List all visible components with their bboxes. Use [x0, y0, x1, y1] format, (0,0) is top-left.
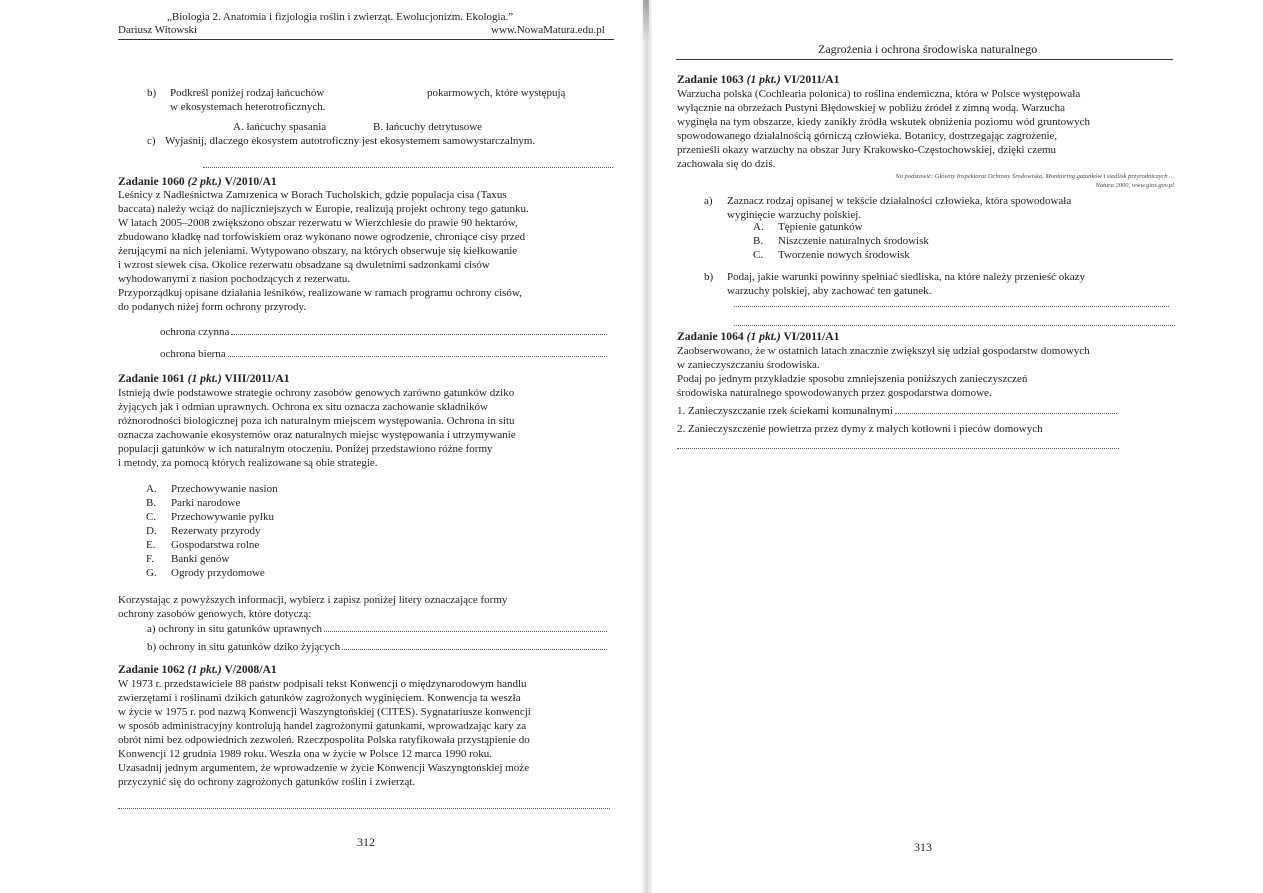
left-header-author: Dariusz Witowski — [118, 24, 198, 36]
instruction-line: Korzystając z powyższych informacji, wybierz i zapisz poniżej litery oznaczające formy — [118, 594, 508, 606]
answer-ochrona-bierna[interactable] — [160, 348, 607, 360]
answer-in-situ-uprawne[interactable] — [147, 623, 607, 635]
body-line: wyhodowanymi z nasion pochodzących z rezerwatu. — [118, 273, 351, 285]
task-title: Zadanie 1063 — [677, 73, 744, 86]
body-line: i wzrost siewek cisa. Okolice rezerwatu obsadzane są dwuletnimi sadzonkami cisów — [118, 259, 490, 271]
list-item: D. Rezerwaty przyrody — [146, 525, 261, 537]
list-item: A. Przechowywanie nasion — [146, 483, 278, 495]
item-a-label: a) — [704, 195, 713, 207]
answer-in-situ-dzikie[interactable] — [147, 641, 607, 653]
item-b-label: b) — [147, 87, 157, 99]
task-title: Zadanie 1062 — [118, 663, 185, 676]
item-c-label: c) — [147, 135, 156, 147]
body-line: populacji gatunków w ich naturalnym otoczeniu. Poniżej przedstawiono różne formy — [118, 443, 493, 455]
left-header-title: „Biologia 2. Anatomia i fizjologia roślin i zwierząt. Ewolucjonizm. Ekologia.” — [167, 11, 514, 23]
task-1064-heading — [677, 330, 839, 343]
list-item[interactable]: C. Tworzenie nowych środowisk — [753, 249, 910, 261]
answer-line[interactable] — [203, 167, 613, 168]
option-a: A. łańcuchy spasania — [233, 121, 327, 133]
list-item: G. Ogrody przydomowe — [146, 567, 265, 579]
task-1061-body — [118, 386, 614, 470]
instruction-line: ochrony zasobów genowych, które dotyczą: — [118, 608, 312, 620]
task-points: (1 pkt.) — [746, 330, 781, 343]
task-points: (1 pkt.) — [187, 372, 222, 385]
task-1060-heading — [118, 175, 277, 188]
answer-line[interactable] — [734, 325, 1175, 326]
body-line: żerującymi na nich jeleniami. Wytypowano obszary, na których obserwuje się kiełkowanie — [118, 245, 518, 257]
answer-zanieczyszczenie-powietrza: 2. Zanieczyszczenie powietrza przez dymy z małych kotłowni i pieców domowych — [677, 423, 1043, 435]
list-item[interactable]: A. Tępienie gatunków — [753, 221, 863, 233]
task-code: V/2010/A1 — [224, 175, 277, 188]
task-code: VI/2011/A1 — [783, 330, 840, 343]
left-header-url: www.NowaMatura.edu.pl — [491, 24, 605, 36]
body-line: różnorodności biologicznej poza ich naturalnym miejscem występowania. Ochrona in situ — [118, 415, 515, 427]
body-line: Przyporządkuj opisane działania leśników, realizowane w ramach programu ochrony cisów, — [118, 287, 522, 299]
task-1063-heading — [677, 73, 839, 86]
item-b-label: b) — [704, 271, 714, 283]
body-line: i metody, za pomocą których realizowane są obie strategie. — [118, 457, 378, 469]
answer-label: a) ochrony in situ gatunków uprawnych — [147, 623, 323, 635]
left-header-rule — [118, 39, 614, 40]
answer-zanieczyszczanie-rzek[interactable] — [677, 405, 1117, 417]
body-line: środowiska naturalnego spowodowanych przez gospodarstwa domowe. — [677, 387, 992, 399]
task-code: VI/2011/A1 — [783, 73, 840, 86]
body-line: w zanieczyszczaniu środowiska. — [677, 359, 820, 371]
body-line: oznacza zachowanie ekosystemów oraz naturalnych miejsc występowania i utrzymywanie — [118, 429, 516, 441]
right-header-rule — [676, 59, 1173, 60]
answer-line[interactable] — [677, 448, 1119, 449]
body-line: baccata) należy wciąż do najliczniejszych w Europie, realizują projekt ochrony tego gatunku. — [118, 203, 529, 215]
source-note: Natura 2000, www.gios.gov.pl — [1095, 182, 1174, 189]
gutter-shadow — [643, 0, 649, 40]
task-code: VIII/2011/A1 — [224, 372, 290, 385]
list-item: F. Banki genów — [146, 553, 230, 565]
task-points: (1 pkt.) — [746, 73, 781, 86]
task-title: Zadanie 1061 — [118, 372, 185, 385]
item-b-line1: Podaj, jakie warunki powinny spełniać siedliska, na które należy przenieść okazy — [727, 271, 1085, 283]
body-line: w sposób administracyjny kontrolują handel zagrożonymi gatunkami, wprowadzając kary za — [118, 720, 527, 732]
body-line: w życie w 1975 r. pod nazwą Konwencji Waszyngtońskiej (CITES). Sygnatariusze konwencji — [118, 706, 531, 718]
answer-label: ochrona bierna — [160, 348, 226, 360]
option-b: B. łańcuchy detrytusowe — [373, 121, 483, 133]
body-line: żyjących jak i odmian uprawnych. Ochrona ex situ oznacza zachowanie składników — [118, 401, 488, 413]
body-line: Podaj po jednym przykładzie sposobu zmniejszenia poniższych zanieczyszczeń — [677, 373, 1028, 385]
body-line: wyginęła na tym obszarze, kiedy zanikły źródła wskutek obniżenia poziomu wód gruntowych — [677, 116, 1090, 128]
body-line: wyłącznie na obrzeżach Pustyni Błędowskiej w pobliżu źródeł z zimną wodą. Warzucha — [677, 102, 1066, 114]
body-line: przyczynić się do ochrony zagrożonych gatunków roślin i zwierząt. — [118, 776, 416, 788]
task-1063-body — [677, 87, 1173, 171]
answer-label: ochrona czynna — [160, 326, 230, 338]
body-line: Uzasadnij jednym argumentem, że wprowadzenie w życie Konwencji Waszyngtońskiej może — [118, 762, 530, 774]
task-code: V/2008/A1 — [224, 663, 277, 676]
body-line: W latach 2005–2008 zwiększono obszar rezerwatu w Wierzchlesie do prawie 90 hektarów, — [118, 217, 518, 229]
answer-label: b) ochrony in situ gatunków dziko żyjących — [147, 641, 341, 653]
item-a-line1: Zaznacz rodzaj opisanej w tekście działalności człowieka, która spowodowała — [727, 195, 1072, 207]
page-number-left: 312 — [357, 835, 375, 849]
right-page — [652, 0, 1263, 893]
body-line: Konwencji 12 grudnia 1989 roku. Weszła ona w życie w Polsce 12 marca 1990 roku. — [118, 748, 493, 760]
task-points: (2 pkt.) — [187, 175, 222, 188]
body-line: zbudowano kładkę nad torfowiskiem oraz wykonano nowe ogrodzenie, chroniące cisy przed — [118, 231, 526, 243]
body-line: Istnieją dwie podstawowe strategie ochrony zasobów genowych zarówno gatunków dziko — [118, 387, 515, 399]
task-points: (1 pkt.) — [187, 663, 222, 676]
body-line: Zaobserwowano, że w ostatnich latach znacznie zwiększył się udział gospodarstw domowych — [677, 345, 1090, 357]
page-number-right: 313 — [914, 840, 932, 854]
answer-line[interactable] — [734, 306, 1169, 307]
right-header-title: Zagrożenia i ochrona środowiska naturalnego — [818, 42, 1038, 56]
task-1062-heading — [118, 663, 277, 676]
task-1061-heading — [118, 372, 290, 385]
body-line: zachowała się do dziś. — [677, 158, 776, 170]
list-item[interactable]: B. Niszczenie naturalnych środowisk — [753, 235, 929, 247]
task-1062-body — [118, 677, 614, 789]
source-note: Na podstawie: Główny Inspektorat Ochrony Środowiska, Monitoring gatunków i siedlisk przyrodniczych ... — [895, 173, 1174, 180]
item-b-line1-a: Podkreśl poniżej rodzaj łańcuchów — [170, 87, 325, 99]
body-line: Warzucha polska (Cochlearia polonica) to roślina endemiczna, która w Polsce występowała — [677, 88, 1081, 100]
task-1060-body — [118, 188, 614, 314]
answer-line[interactable] — [118, 808, 610, 809]
list-item: C. Przechowywanie pyłku — [146, 511, 274, 523]
item-c-text: Wyjaśnij, dlaczego ekosystem autotroficzny jest ekosystemem samowystarczalnym. — [165, 135, 536, 147]
task-1064-body — [677, 344, 1173, 400]
task-title: Zadanie 1064 — [677, 330, 744, 343]
answer-ochrona-czynna[interactable] — [160, 326, 607, 338]
body-line: W 1973 r. przedstawiciele 88 państw podpisali tekst Konwencji o międzynarodowym handlu — [118, 678, 527, 690]
body-line: do podanych niżej form ochrony przyrody. — [118, 301, 307, 313]
list-item: E. Gospodarstwa rolne — [146, 539, 260, 551]
body-line: Leśnicy z Nadleśnictwa Zamrzenica w Borach Tucholskich, gdzie populacja cisa (Taxus — [118, 189, 507, 201]
body-line: zwierzętami i roślinami dzikich gatunków zagrożonych wyginięciem. Konwencja ta weszła — [118, 692, 521, 704]
body-line: obrót nimi bez odpowiednich zezwoleń. Rzeczpospolita Polska ratyfikowała przystąpienie do — [118, 734, 530, 746]
task-title: Zadanie 1060 — [118, 175, 185, 188]
item-b-line2: warzuchy polskiej, aby zachować ten gatunek. — [727, 285, 932, 297]
body-line: spowodowanego działalnością górniczą człowieka. Botanicy, dostrzegając zagrożenie, — [677, 130, 1058, 142]
book-gutter — [640, 0, 652, 893]
item-a-line2: wyginięcie warzuchy polskiej. — [727, 209, 862, 221]
list-item: B. Parki narodowe — [146, 497, 241, 509]
answer-label: 1. Zanieczyszczanie rzek ściekami komunalnymi — [677, 405, 893, 417]
item-b-line1-b: pokarmowych, które występują — [427, 87, 566, 99]
item-b-line2: w ekosystemach heterotroficznych. — [170, 101, 326, 113]
body-line: przenieśli okazy warzuchy na obszar Jury Krakowsko-Częstochowskiej, dzięki czemu — [677, 144, 1057, 156]
